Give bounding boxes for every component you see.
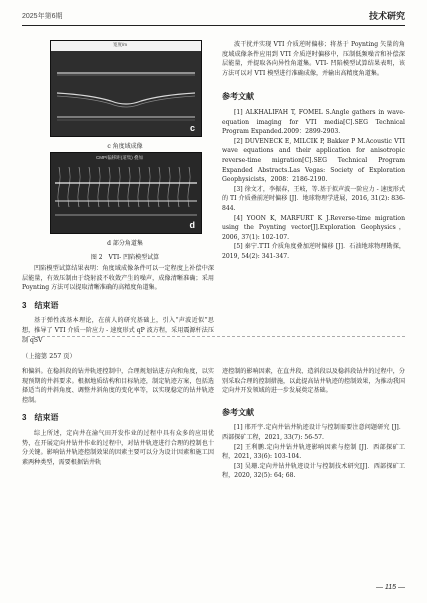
reference-item: [5] 秦宁.TTI 介质角度叠加逆时偏移 [J]．石油地球物理勘探，2019, 54(2): 341-347. [222,243,405,260]
header-rule [22,25,405,26]
reference-item: [3] 吴珊.定向井钻井轨迹设计与控制技术研究[J]．西部探矿工程，2020, 32(5): 64; 68. [222,462,405,480]
paragraph: 迹控制的影响因素，在直井段、造斜段以及稳斜段钻井的过程中，分别采取合理的控制措施，以此提高钻井轨迹的控制效果，为推动我国定向井开发领域的进一步发展奠定基础。 [222,368,405,395]
reference-item: [4] YOON K, MARFURT K J.Reverse-time migration using the Poynting vector[J].Exploration Geophysics，2006, 37(1): 102-107. [222,214,405,241]
figure-panel-d [50,152,202,234]
seismic-image-c [51,41,201,136]
section-label: 技术研究 [368,11,405,21]
right-column-lower [222,367,405,481]
reference-item: [2] DUVENECK E, MILCIK P, Bakker P M.Acoustic VTI wave equations and their application for anisotropic reverse-time migration[C].SEG Technical Program Expanded Abstracts.Las Vegas: Society of Exploration Geophysicists，2008：2186-2190. [222,137,405,184]
angle-gather-image-d [51,153,201,233]
reference-item: [2] 王利鹏.定向井钻井轨迹影响因素与控制 [J]．西部探矿工程，2021, 33(6): 103-104. [222,443,405,461]
paragraph: 波干扰并实现 VTI 介质逆时偏移；将基于 Poynting 矢量的角度域成像条件应用到 VTI 介质逆时偏移中，压制低频噪音和补偿深层能量，并提取各向异性角道集。VTI- 凹陷模型试算结果表明，该方法可以对 VTI 模型进行准确成像，并输出高精度角道集。 [222,41,405,77]
panel-c-tag: c [189,123,195,133]
references-heading: 参考文献 [222,407,254,417]
figure-caption: 图 2 VTI- 凹陷模型试算 [90,254,160,261]
section-heading: 3 结束语 [22,413,59,423]
panel-d-tag: d [189,220,195,230]
paragraph: 凹陷模型试算结果表明：角度域成像条件可以一定程度上补偿中深层能量，有效压制由于绕射波不收敛产生的噪声，成像清晰准确；采用 Poynting 方法可以提取清晰准确的高精度角道集。 [22,265,214,292]
reference-item: [1] ALKHALIFAH T, FOMEL S.Angle gathers in wave-equation imaging for VTI media[C].SEG Technical Program Expanded.2009：2899-2903. [222,108,405,136]
paragraph: 和偏斜。在稳斜段的钻井轨迹控制中，合理规划钻进方向和角度，以实现预期的井斜要求。根据地质结构和目标轨迹，制定轨迹方案，包括选择适当的井斜角度、调整井斜角度的变化率等，以实现稳定的钻井轨迹控制。 [22,368,214,404]
right-column-upper [222,40,405,261]
section-heading: 3 结束语 [22,300,59,310]
panel-d-caption: d 部分角道集 [107,240,143,247]
references-heading: 参考文献 [222,92,254,102]
panel-c-title: 宽度/m [113,42,127,47]
continued-note: （上接第 257 页） [22,353,76,360]
left-column-upper [22,264,214,345]
paragraph: 基于弹性波基本理论，在前人的研究基础上，引入“声波近似”思想，推导了 VTI 介质一阶应力 - 速度形式 qP 波方程，采用震源杆法压制 qSV [22,317,214,344]
reference-item: [3] 徐文才，李振春，王岐，等.基于拟声波一阶应力 - 速度形式的 TI 介质叠前逆时偏移 [J]．地球物理学进展，2016, 31(2): 836-844. [222,185,405,212]
issue-label: 2025年第6期 [22,13,63,20]
paragraph: 综上所述，定向井在渝气田开发作业的过程中具有众多的应用优势，在开展定向井钻井作业的过程中，对钻井轨迹进行合理的控制也十分关键。影响钻井轨迹控制效果的因素主要可以分为设计因素和施工因素两种类型，需要根据钻井轨 [22,429,214,466]
reference-item: [1] 邢开宇.定向井钻井轨迹设计与控制需要注意问题研究 [J]．西部探矿工程，2021, 33(7): 56-57. [222,424,405,441]
panel-d-title: CMP/偏移距(道集) 叠加 [96,155,143,160]
left-column-lower [22,367,214,467]
figure-panel-c [50,40,202,137]
panel-c-caption: c 角度域成像 [107,143,143,150]
article-divider [22,336,405,337]
page-number: — 115 — [375,584,405,591]
